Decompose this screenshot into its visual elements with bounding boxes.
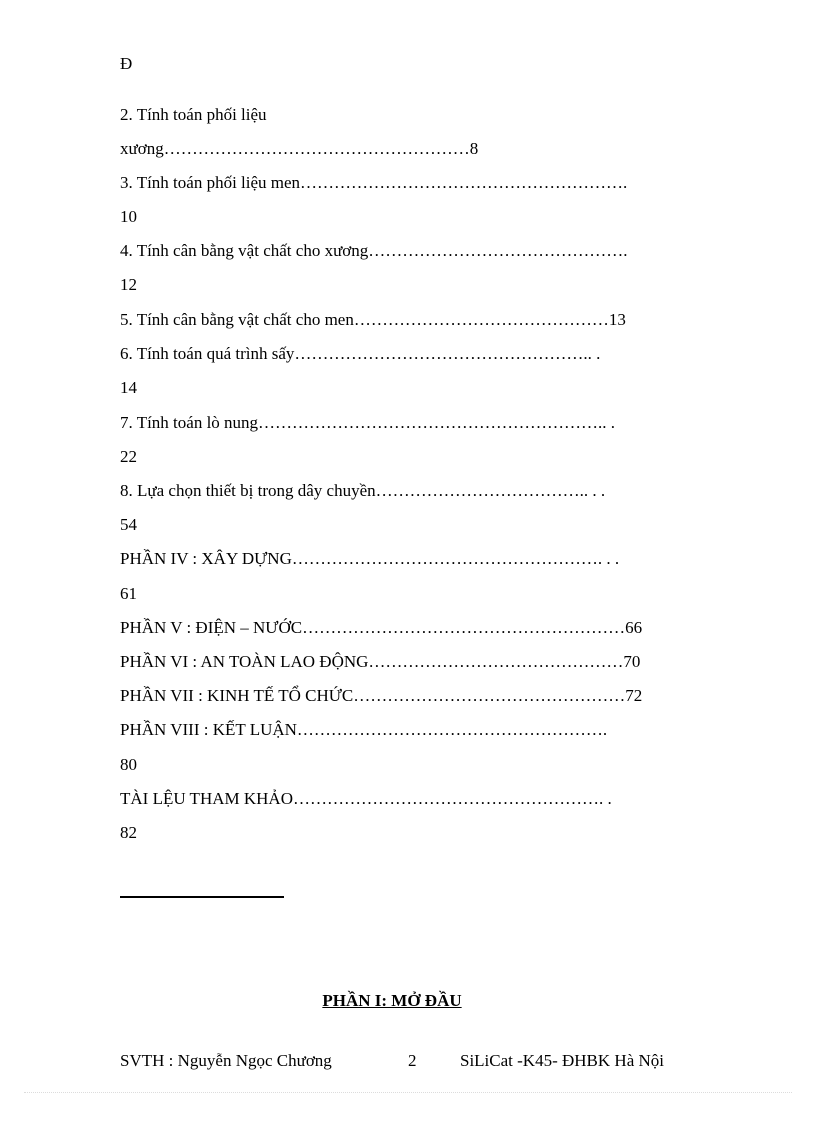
footnote-separator <box>120 896 284 898</box>
toc-line: 7. Tính toán lò nung…………………………………………………….. . <box>120 413 616 432</box>
toc-page-number: 12 <box>120 275 137 294</box>
section-heading: PHẦN I: MỞ ĐẦU <box>322 991 462 1010</box>
toc-line: 3. Tính toán phối liệu men…………………………………………………. <box>120 173 628 192</box>
toc-page-number: 61 <box>120 584 137 603</box>
toc-page-number: 10 <box>120 207 137 226</box>
footer-page-number: 2 <box>408 1051 417 1070</box>
toc-page-number: 82 <box>120 823 137 842</box>
toc-page-number: 54 <box>120 515 137 534</box>
toc-line: 6. Tính toán quá trình sấy…………………………………………….. . <box>120 344 601 363</box>
toc-line: 5. Tính cân bằng vật chất cho men………………………………………13 <box>120 310 626 329</box>
toc-line: PHẦN VI : AN TOÀN LAO ĐỘNG………………………………………70 <box>120 652 641 671</box>
toc-line: PHẦN VII : KINH TẾ TỔ CHỨC…………………………………………72 <box>120 686 643 705</box>
footer-class-info: SiLiCat -K45- ĐHBK Hà Nội <box>460 1051 664 1070</box>
page-boundary <box>24 1092 792 1093</box>
toc-line: PHẦN IV : XÂY DỰNG………………………………………………. . . <box>120 549 620 568</box>
toc-line: 8. Lựa chọn thiết bị trong dây chuyền……………………………….. . . <box>120 481 606 500</box>
footer-author: SVTH : Nguyễn Ngọc Chương <box>120 1051 332 1070</box>
toc-line: TÀI LỆU THAM KHẢO………………………………………………. . <box>120 789 612 808</box>
toc-line: 4. Tính cân bằng vật chất cho xương………………………………………. <box>120 241 628 260</box>
toc-line: PHẦN V : ĐIỆN – NƯỚC…………………………………………………66 <box>120 618 643 637</box>
toc-line: 2. Tính toán phối liệu <box>120 105 267 124</box>
toc-page-number: 22 <box>120 447 137 466</box>
toc-page-number: 80 <box>120 755 137 774</box>
toc-line: xương………………………………………………8 <box>120 139 479 158</box>
toc-line: Đ <box>120 54 133 73</box>
toc-page-number: 14 <box>120 378 137 397</box>
toc-line: PHẦN VIII : KẾT LUẬN………………………………………………. <box>120 720 608 739</box>
